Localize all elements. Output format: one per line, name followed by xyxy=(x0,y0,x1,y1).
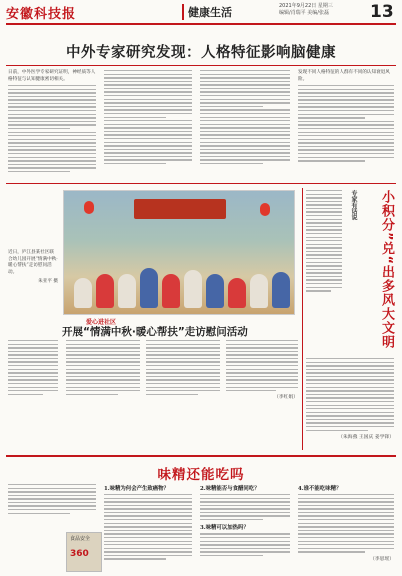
event-banner xyxy=(134,199,226,219)
story-divider xyxy=(6,183,396,184)
person-figure xyxy=(140,268,158,308)
lower-section-heading: 3.味精可以加热吗？ xyxy=(200,525,249,532)
book-promo xyxy=(66,532,102,572)
lower-col-1 xyxy=(8,484,96,514)
book-title: 食品安全 xyxy=(70,536,91,542)
person-figure xyxy=(228,278,246,308)
main-story-col-3 xyxy=(200,70,290,164)
masthead-logo: 安徽科技报 xyxy=(6,7,77,22)
person-figure xyxy=(272,272,290,308)
main-story-col-1 xyxy=(8,70,96,172)
sub-story-col-left xyxy=(8,340,58,395)
main-story-lead: 日前，中外医学专家研究证明，神经质等人格特征与认知健康密切相关。 xyxy=(8,70,96,82)
event-photo xyxy=(63,190,295,315)
side-story-byline: （朱海燕 王国庆 姜学锋） xyxy=(338,434,394,440)
lower-band-rule xyxy=(6,455,396,457)
sub-story-col-2 xyxy=(146,340,220,395)
sub-story-col-3 xyxy=(226,340,298,400)
sub-story-kicker: 爱心进社区 xyxy=(86,319,117,326)
main-headline: 中外专家研究发现：人格特征影响脑健康 xyxy=(66,45,336,61)
person-figure xyxy=(184,270,202,308)
lower-band-title: 味精还能吃吗 xyxy=(157,467,245,483)
lower-col-3 xyxy=(200,484,290,556)
lantern-icon xyxy=(84,201,94,214)
lower-section-heading: 4.谁不能吃味精？ xyxy=(298,486,342,492)
side-story-col-1 xyxy=(306,190,342,292)
sub-story-col-1 xyxy=(66,340,140,395)
main-story-col4-lead: 发现不同人格特征的人群有不同的认知衰退风险。 xyxy=(298,70,390,82)
main-story-col-2 xyxy=(104,70,192,164)
lower-col-2 xyxy=(104,484,192,560)
sub-story-headline: 开展“情满中秋·暖心帮扶”走访慰问活动 xyxy=(62,326,248,338)
column-divider xyxy=(302,188,303,450)
main-story-col-4 xyxy=(298,70,394,162)
lantern-icon xyxy=(260,203,270,216)
lower-col-4 xyxy=(298,484,394,562)
photo-credit: 朱亚平 摄 xyxy=(38,279,58,284)
person-figure xyxy=(118,274,136,308)
person-figure xyxy=(162,274,180,308)
issue-date: 2021年9月22日 星期三 xyxy=(279,3,333,9)
section-label: 健康生活 xyxy=(182,4,232,20)
person-figure xyxy=(250,274,268,308)
lower-section-heading: 2.味精能否与食醋同吃？ xyxy=(200,486,260,492)
person-figure xyxy=(96,274,114,308)
editor-credit: 编辑/肖瑞平 美编/张磊 xyxy=(279,10,329,16)
person-figure xyxy=(206,274,224,308)
side-story-col-2 xyxy=(306,358,394,440)
page-number: 13 xyxy=(370,2,394,22)
sub-story-byline: （李红娟） xyxy=(274,395,298,401)
lower-section-heading: 1.味精为何会产生致癌物？ xyxy=(104,486,169,492)
side-story-title: 小积分”兑“出多风大文明 xyxy=(379,190,394,350)
lower-band-byline: （李思瑶） xyxy=(370,556,394,562)
photo-caption: 近日，庐江县某社区联合幼儿园开展“情满中秋·暖心帮扶”走访慰问活动。 xyxy=(8,250,58,275)
person-figure xyxy=(74,278,92,308)
book-price: 360 xyxy=(70,549,89,559)
header-rule xyxy=(6,23,396,25)
headline-rule xyxy=(6,65,396,66)
header-meta xyxy=(279,3,333,17)
photo-caption-column xyxy=(8,250,58,286)
side-story-kicker: 专家有话说 xyxy=(350,190,357,220)
